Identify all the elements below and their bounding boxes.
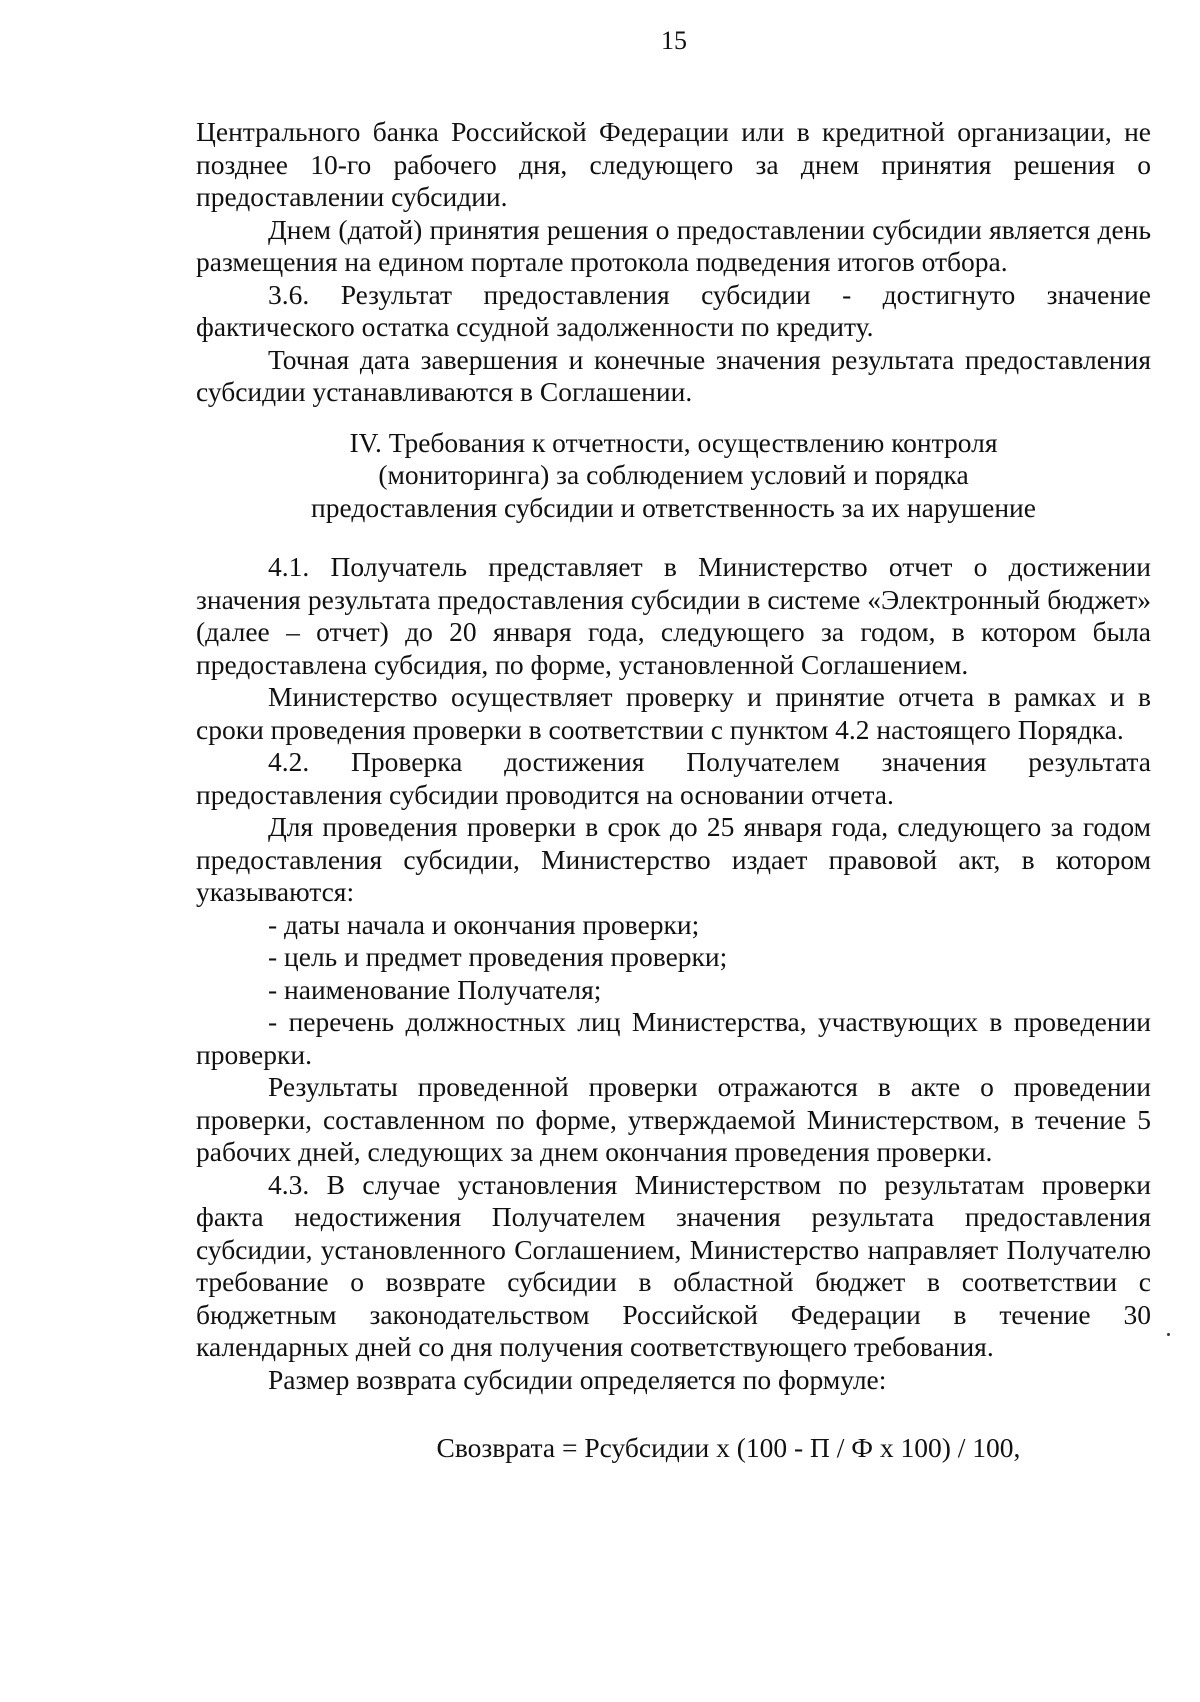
scan-artifact xyxy=(1167,1333,1170,1336)
paragraph-3-6: 3.6. Результат предоставления субсидии - достигнуто значение фактического остатка ссудной задолженности по кредиту. xyxy=(196,278,1151,342)
list-item: - перечень должностных лиц Министерства, участвующих в проведении проверки. xyxy=(196,1006,1151,1070)
section-heading-line: IV. Требования к отчетности, осуществлению контроля xyxy=(349,426,998,458)
paragraph-continuation: Центрального банка Российской Федерации или в кредитной организации, не позднее 10-го рабочего дня, следующего за днем принятия решения о предоставлении субсидии. xyxy=(196,116,1151,212)
paragraph-exact-date: Точная дата завершения и конечные значения результата предоставления субсидии устанавливаются в Соглашении. xyxy=(196,343,1151,407)
section-heading-line: (мониторинга) за соблюдением условий и порядка xyxy=(378,459,969,490)
section-heading-line: предоставления субсидии и ответственность за их нарушение xyxy=(311,491,1036,523)
section-heading xyxy=(196,427,1151,525)
refund-formula: Свозврата = Рсубсидии х (100 - П / Ф х 100) / 100, xyxy=(436,1432,1021,1463)
paragraph-check-term: Для проведения проверки в срок до 25 января года, следующего за годом предоставления субсидии, Министерство издает правовой акт, в котором указываются: xyxy=(196,811,1151,907)
paragraph-ministry-check: Министерство осуществляет проверку и принятие отчета в рамках и в сроки проведения проверки в соответствии с пунктом 4.2 настоящего Порядка. xyxy=(196,681,1151,745)
paragraph-check-results: Результаты проведенной проверки отражаются в акте о проведении проверки, составленном по форме, утверждаемой Министерством, в течение 5 рабочих дней, следующих за днем окончания проведения проверки. xyxy=(196,1071,1151,1167)
list-item: - наименование Получателя; xyxy=(268,973,602,1005)
paragraph-4-2: 4.2. Проверка достижения Получателем значения результата предоставления субсидии проводится на основании отчета. xyxy=(196,746,1151,810)
list-item: - цель и предмет проведения проверки; xyxy=(268,941,728,972)
page-number: 15 xyxy=(661,26,687,55)
paragraph-formula-intro: Размер возврата субсидии определяется по формуле: xyxy=(268,1363,887,1395)
paragraph-4-3: 4.3. В случае установления Министерством по результатам проверки факта недостижения Получателем значения результата предоставления субсидии, установленного Соглашением, Министерство направляет Получателю требование о возврате субсидии в областной бюджет в соответствии с бюджетным законодательством Российской Федерации в течение 30 календарных дней со дня получения соответствующего требования. xyxy=(196,1168,1151,1362)
paragraph-decision-date: Днем (датой) принятия решения о предоставлении субсидии является день размещения на едином портале протокола подведения итогов отбора. xyxy=(196,213,1151,277)
document-body xyxy=(196,116,1151,1465)
list-item: - даты начала и окончания проверки; xyxy=(268,908,700,940)
paragraph-4-1: 4.1. Получатель представляет в Министерство отчет о достижении значения результата предоставления субсидии в системе «Электронный бюджет» (далее – отчет) до 20 января года, следующего за годом, в котором была предоставлена субсидия, по форме, установленной Соглашением. xyxy=(196,551,1151,680)
